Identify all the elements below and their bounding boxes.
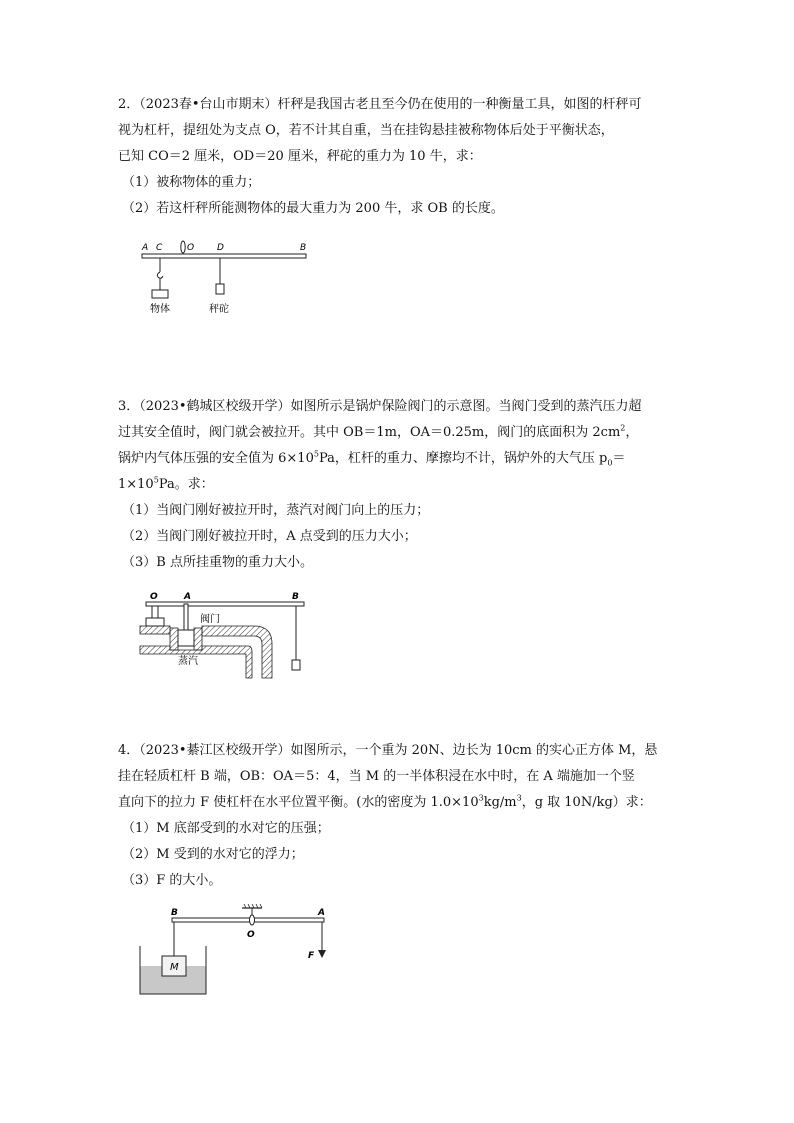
pivot-knob — [250, 915, 255, 925]
problem-4-line-2: 挂在轻质杠杆 B 端，OB：OA＝5：4，当 M 的一半体积浸在水中时，在 A 端施加一个竖 — [118, 769, 635, 784]
label-A: A — [184, 592, 191, 602]
pipe-top-wall — [140, 626, 170, 634]
problem-3-line-1: 3．（2023•鹤城区校级开学）如图所示是锅炉保险阀门的示意图。当阀门受到的蒸汽压力超 — [118, 399, 642, 414]
pivot-knob — [181, 241, 185, 253]
problem-3-line-4 — [118, 472, 698, 498]
weight-box — [216, 284, 224, 294]
label-O: O — [187, 243, 195, 253]
lever-beam — [172, 918, 324, 922]
problem-4-line-1: 4．（2023•綦江区校级开学）如图所示，一个重为 20N、边长为 10cm 的实心正方体 M，悬 — [118, 743, 658, 758]
problem-3-line-2-text: 过其安全值时，阀门就会被拉开。其中 OB＝1m，OA＝0.25m，阀门的底面积为 2cm — [118, 425, 621, 440]
pivot-base — [146, 618, 164, 626]
problem-2-line-1: 2．（2023春•台山市期末）杆秤是我国古老且至今仍在使用的一种衡量工具，如图的杆秤可 — [118, 97, 642, 112]
valve-housing-right — [194, 628, 202, 650]
problem-3-line-2-sup: 2 — [620, 423, 626, 433]
problem-2-line-2: 视为杠杆，提纽处为支点 O，若不计其自重，当在挂钩悬挂被称物体后处于平衡状态， — [118, 123, 614, 138]
valve-plug — [178, 630, 194, 646]
label-O: O — [150, 592, 158, 602]
label-C: C — [156, 243, 163, 253]
label-F: F — [308, 951, 315, 961]
problem-3-line-3a: 锅炉内气体压强的安全值为 6×10 — [118, 451, 314, 466]
problem-4-line-3a: 直向下的拉力 F 使杠杆在水平位置平衡。(水的密度为 1.0×10 — [118, 795, 479, 810]
problem-2-line-3: 已知 CO＝2 厘米，OD＝20 厘米，秤砣的重力为 10 牛，求： — [118, 149, 482, 164]
problem-4-subquestion-3: （3）F 的大小。 — [122, 873, 222, 888]
problem-3-line-4-sup: 5 — [153, 475, 159, 485]
pivot-support — [152, 606, 158, 618]
problem-4 — [118, 738, 698, 894]
problem-3-subquestion-2: （2）当阀门刚好被拉开时，A 点受到的压力大小； — [122, 529, 417, 544]
problem-3-line-2-end: ， — [625, 425, 639, 440]
problem-2 — [118, 92, 698, 222]
problem-2-subquestion-2: （2）若这杆秤所能测物体的最大重力为 200 牛，求 OB 的长度。 — [122, 201, 504, 216]
valve-housing-left — [170, 628, 178, 650]
label-M: M — [170, 962, 179, 973]
valve-lever — [146, 602, 304, 606]
problem-3-line-3c: ＝ — [612, 451, 626, 466]
label-object: 物体 — [150, 304, 170, 315]
label-A: A — [142, 243, 149, 253]
problem-4-line-3-sup2: 3 — [516, 793, 522, 803]
steelyard-beam — [142, 254, 306, 258]
force-arrow-icon — [318, 950, 326, 958]
problem-3-line-4a: 1×10 — [118, 477, 154, 492]
problem-4-line-3b: kg/m — [483, 795, 517, 810]
problem-3-subquestion-3: （3）B 点所挂重物的重力大小。 — [122, 555, 313, 570]
problem-3-line-2 — [118, 420, 698, 446]
label-weight: 秤砣 — [209, 304, 229, 315]
lever-cube-figure — [134, 904, 334, 1000]
hanging-weight — [292, 660, 300, 670]
problem-3-line-3-sup: 5 — [313, 449, 319, 459]
problem-2-subquestion-1: （1）被称物体的重力； — [122, 175, 261, 190]
problem-4-line-3c: ，g 取 10N/kg）求： — [521, 795, 652, 810]
problem-4-subquestion-2: （2）M 受到的水对它的浮力； — [122, 847, 304, 862]
problem-3-line-4b: Pa。求： — [158, 477, 214, 492]
label-A: A — [318, 908, 325, 918]
problem-4-line-3 — [118, 790, 698, 816]
problem-3-line-3 — [118, 446, 698, 472]
label-O: O — [247, 930, 255, 940]
problem-4-subquestion-1: （1）M 底部受到的水对它的压强； — [122, 821, 330, 836]
label-steam: 蒸汽 — [178, 656, 198, 667]
label-B: B — [171, 908, 178, 918]
problem-3-line-3-sub: 0 — [607, 458, 613, 468]
problem-3-subquestion-1: （1）当阀门刚好被拉开时，蒸汽对阀门向上的压力； — [122, 503, 430, 518]
label-B: B — [292, 592, 299, 602]
valve-rod — [184, 604, 188, 630]
object-box — [152, 290, 168, 298]
problem-4-line-3-sup: 3 — [478, 793, 484, 803]
problem-3 — [118, 394, 698, 576]
label-D: D — [217, 243, 224, 253]
problem-3-line-3b: Pa，杠杆的重力、摩擦均不计，锅炉外的大气压 p — [318, 451, 608, 466]
hook-icon — [157, 272, 163, 278]
label-valve: 阀门 — [200, 614, 220, 625]
steelyard-figure — [136, 232, 316, 318]
boiler-valve-figure — [136, 586, 316, 682]
label-B: B — [300, 243, 307, 253]
